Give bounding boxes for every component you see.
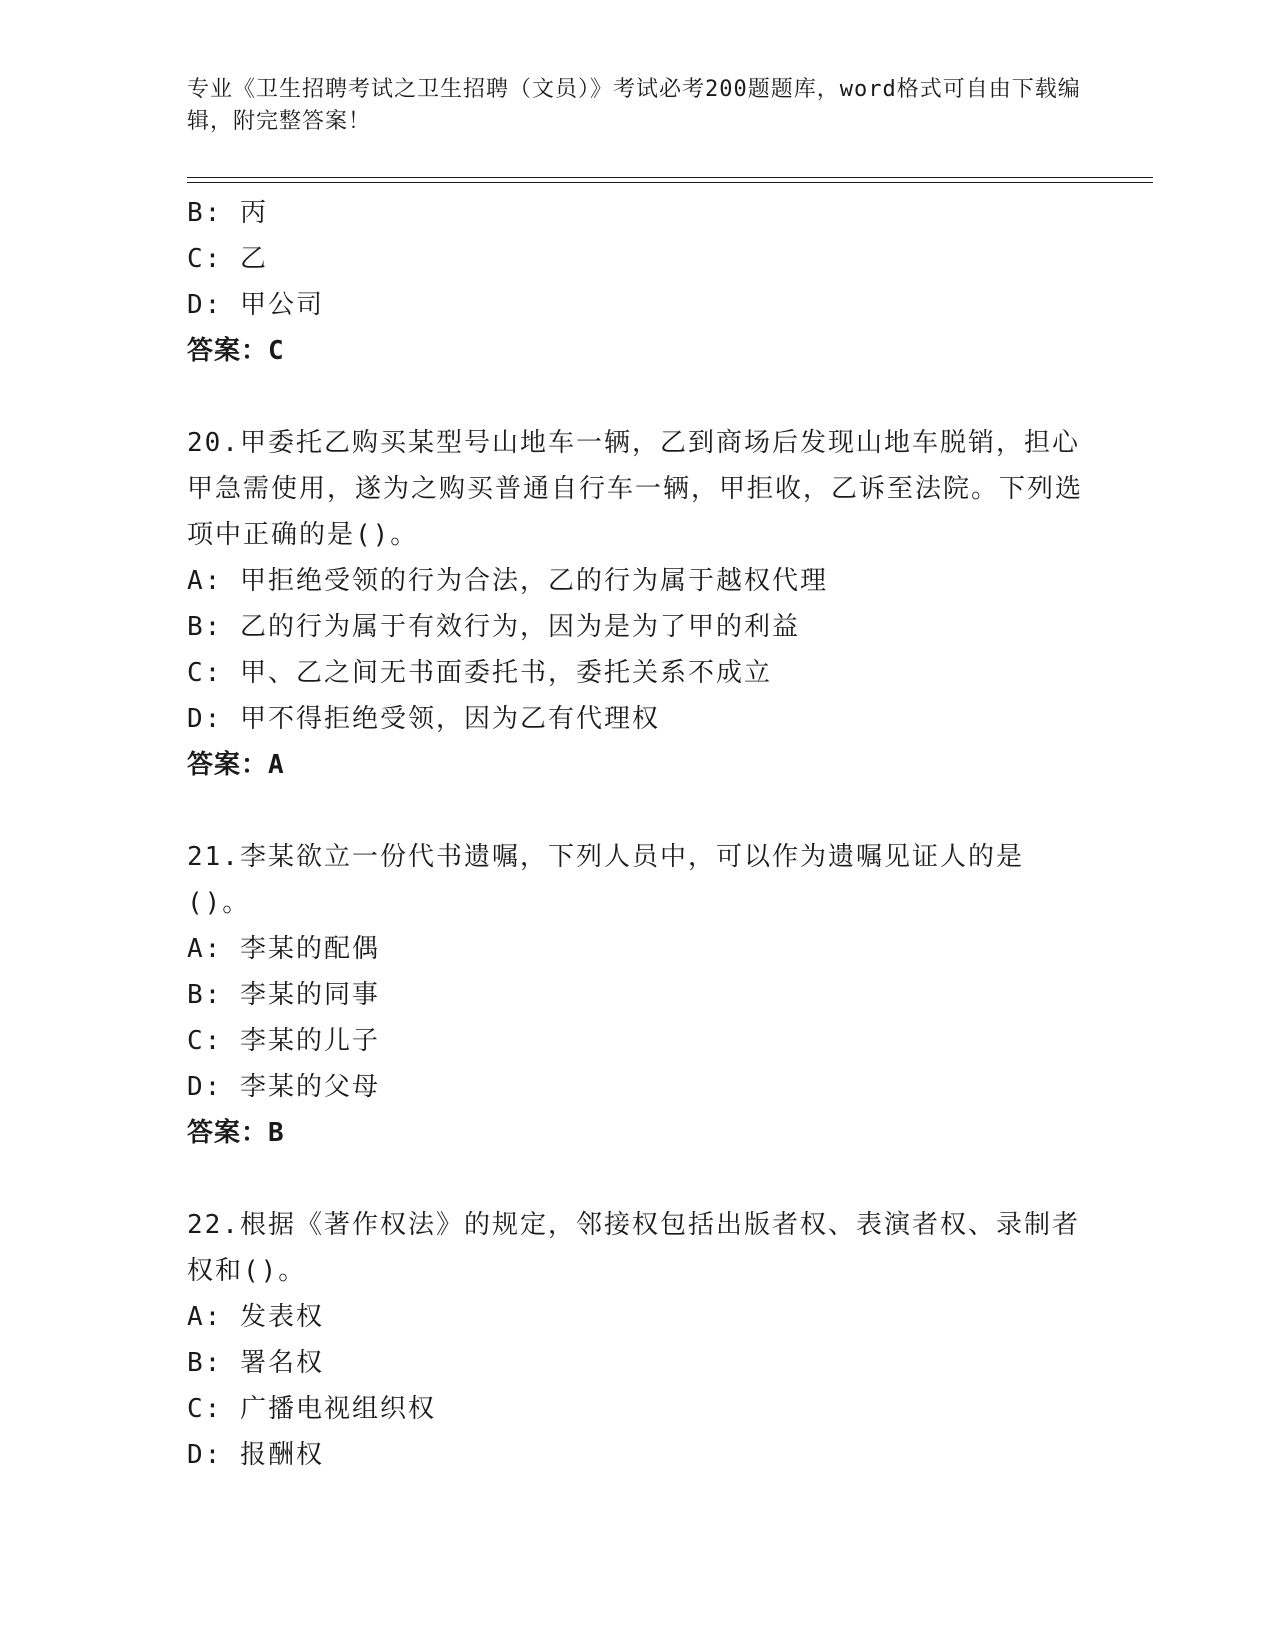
document-header: 专业《卫生招聘考试之卫生招聘（文员）》考试必考200题题库，word格式可自由下载编辑，附完整答案！ bbox=[187, 77, 1081, 134]
option-c: C: 李某的儿子 bbox=[187, 1026, 380, 1056]
question-20 bbox=[187, 420, 1087, 788]
option-d: D: 甲不得拒绝受领，因为乙有代理权 bbox=[187, 704, 660, 734]
question-21 bbox=[187, 834, 1087, 1156]
option-d: D: 甲公司 bbox=[187, 290, 324, 320]
option-b: B: 丙 bbox=[187, 198, 268, 228]
spacer bbox=[187, 374, 1087, 420]
answer: 答案：C bbox=[187, 336, 285, 366]
option-c: C: 甲、乙之间无书面委托书，委托关系不成立 bbox=[187, 658, 772, 688]
question-stem: 20.甲委托乙购买某型号山地车一辆，乙到商场后发现山地车脱销，担心甲急需使用，遂为之购买普通自行车一辆，甲拒收，乙诉至法院。下列选项中正确的是()。 bbox=[187, 428, 1084, 550]
option-c: C: 乙 bbox=[187, 244, 268, 274]
question-list bbox=[187, 190, 1087, 1478]
option-b: B: 署名权 bbox=[187, 1348, 324, 1378]
question-stem: 22.根据《著作权法》的规定，邻接权包括出版者权、表演者权、录制者权和()。 bbox=[187, 1210, 1080, 1286]
option-d: D: 李某的父母 bbox=[187, 1072, 380, 1102]
spacer bbox=[187, 1156, 1087, 1202]
answer: 答案：B bbox=[187, 1118, 285, 1148]
answer: 答案：A bbox=[187, 750, 285, 780]
question-22 bbox=[187, 1202, 1087, 1478]
spacer bbox=[187, 788, 1087, 834]
option-d: D: 报酬权 bbox=[187, 1440, 324, 1470]
option-b: B: 乙的行为属于有效行为，因为是为了甲的利益 bbox=[187, 612, 800, 642]
option-a: A: 甲拒绝受领的行为合法，乙的行为属于越权代理 bbox=[187, 566, 828, 596]
question-19-continued bbox=[187, 190, 1087, 374]
option-c: C: 广播电视组织权 bbox=[187, 1394, 436, 1424]
option-a: A: 发表权 bbox=[187, 1302, 324, 1332]
question-stem: 21.李某欲立一份代书遗嘱，下列人员中，可以作为遗嘱见证人的是()。 bbox=[187, 842, 1024, 918]
header-divider-top bbox=[187, 177, 1153, 178]
option-b: B: 李某的同事 bbox=[187, 980, 380, 1010]
option-a: A: 李某的配偶 bbox=[187, 934, 380, 964]
header-divider-bottom bbox=[187, 182, 1153, 183]
